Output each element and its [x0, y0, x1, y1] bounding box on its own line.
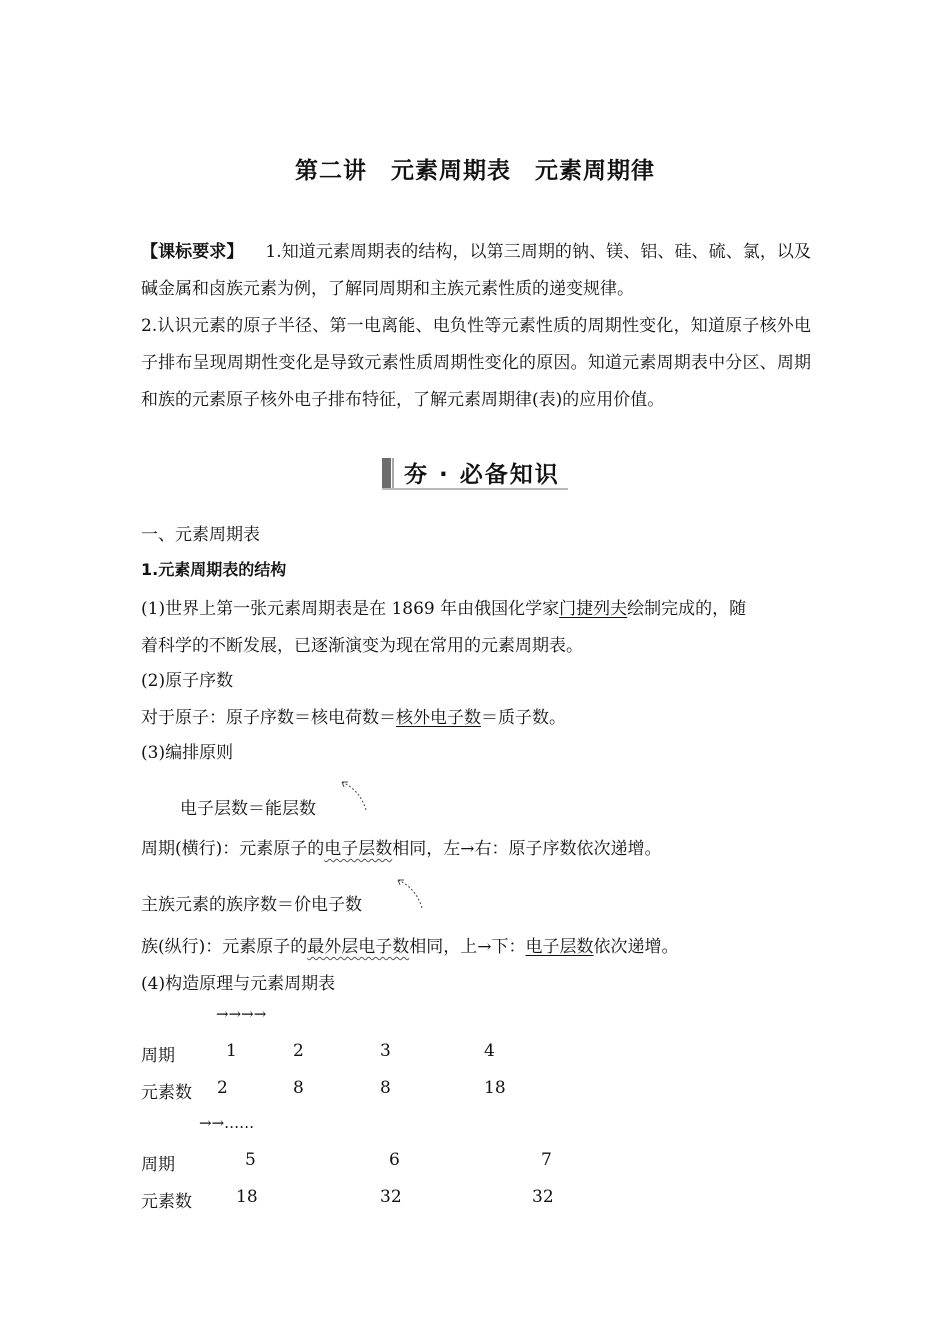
table2-count-value: 32 — [380, 1187, 402, 1207]
period-rule — [141, 834, 662, 859]
p2-answer-underlined: 核外电子数 — [396, 708, 481, 728]
table1-count-value: 8 — [293, 1078, 304, 1098]
table1-count-value: 2 — [217, 1078, 228, 1098]
period-rule-emphasis: 电子层数 — [324, 839, 393, 859]
requirement-item-1: 1.知道元素周期表的结构，以第三周期的钠、镁、铝、硅、硫、氯，以及碱金属和卤族元素为例，了解同周期和主族元素性质的递变规律。 — [141, 242, 812, 299]
curriculum-requirements — [141, 234, 811, 419]
table2-period-value: 5 — [245, 1150, 256, 1170]
group-rule — [141, 932, 679, 957]
heading-periodic-table: 一、元素周期表 — [141, 525, 260, 545]
group-rule-after: 依次递增。 — [593, 937, 679, 957]
requirements-label: 【课标要求】 — [141, 242, 244, 262]
p1-text-after: 绘制完成的，随 — [627, 599, 747, 619]
heading-atomic-number: (2)原子序数 — [141, 671, 234, 691]
curved-arrow-icon — [336, 776, 372, 816]
group-rule-before: 族(纵行)：元素原子的 — [141, 937, 308, 957]
banner-bar-decoration — [382, 458, 391, 488]
p1-answer-underlined: 门捷列夫 — [559, 599, 628, 619]
table1-period-label: 周期 — [141, 1046, 175, 1066]
arrow-sequence-1: →→→→ — [216, 1005, 267, 1023]
table1-period-value: 2 — [293, 1041, 304, 1061]
paragraph-1-line-2: 着科学的不断发展，已逐渐演变为现在常用的元素周期表。 — [141, 636, 583, 656]
table2-count-value: 32 — [532, 1187, 554, 1207]
table1-count-value: 8 — [380, 1078, 391, 1098]
table1-period-value: 4 — [484, 1041, 495, 1061]
table2-period-value: 6 — [389, 1150, 400, 1170]
table1-count-value: 18 — [484, 1078, 506, 1098]
paragraph-2 — [141, 703, 566, 728]
table2-period-label: 周期 — [141, 1155, 175, 1175]
page-title: 第二讲 元素周期表 元素周期律 — [295, 158, 655, 184]
period-rule-before: 周期(横行)：元素原子的 — [141, 839, 325, 859]
p1-text-before: (1)世界上第一张元素周期表是在 1869 年由俄国化学家 — [141, 599, 560, 619]
period-rule-after: 相同，左→右：原子序数依次递增。 — [392, 839, 662, 859]
table1-period-value: 1 — [226, 1041, 237, 1061]
section-banner-title: 夯 · 必备知识 — [404, 462, 560, 488]
banner-bar-decoration-thin — [392, 458, 394, 488]
group-rule-answer-underlined: 电子层数 — [525, 937, 594, 957]
table1-period-value: 3 — [380, 1041, 391, 1061]
note-group: 主族元素的族序数＝价电子数 — [141, 895, 362, 915]
table2-period-value: 7 — [541, 1150, 552, 1170]
requirement-item-2: 2.认识元素的原子半径、第一电离能、电负性等元素性质的周期性变化，知道原子核外电子排布呈现周期性变化是导致元素性质周期性变化的原因。知道元素周期表中分区、周期和族的元素原子核外电子排布特征，了解元素周期律(表)的应用价值。 — [141, 316, 811, 410]
table2-count-label: 元素数 — [141, 1192, 192, 1212]
paragraph-1-line-1 — [141, 594, 746, 619]
heading-structure: 1.元素周期表的结构 — [141, 560, 287, 579]
heading-arrangement: (3)编排原则 — [141, 743, 234, 763]
table1-count-label: 元素数 — [141, 1083, 192, 1103]
group-rule-emphasis: 最外层电子数 — [307, 937, 410, 957]
arrow-sequence-2: →→…… — [199, 1114, 255, 1132]
curved-arrow-icon — [392, 874, 428, 914]
p2-text-after: ＝质子数。 — [481, 708, 566, 728]
section-banner — [382, 456, 568, 490]
note-period: 电子层数＝能层数 — [180, 799, 316, 819]
p2-text-before: 对于原子：原子序数＝核电荷数＝ — [141, 708, 396, 728]
group-rule-middle: 相同，上→下： — [409, 937, 526, 957]
table2-count-value: 18 — [236, 1187, 258, 1207]
heading-aufbau: (4)构造原理与元素周期表 — [141, 974, 336, 994]
